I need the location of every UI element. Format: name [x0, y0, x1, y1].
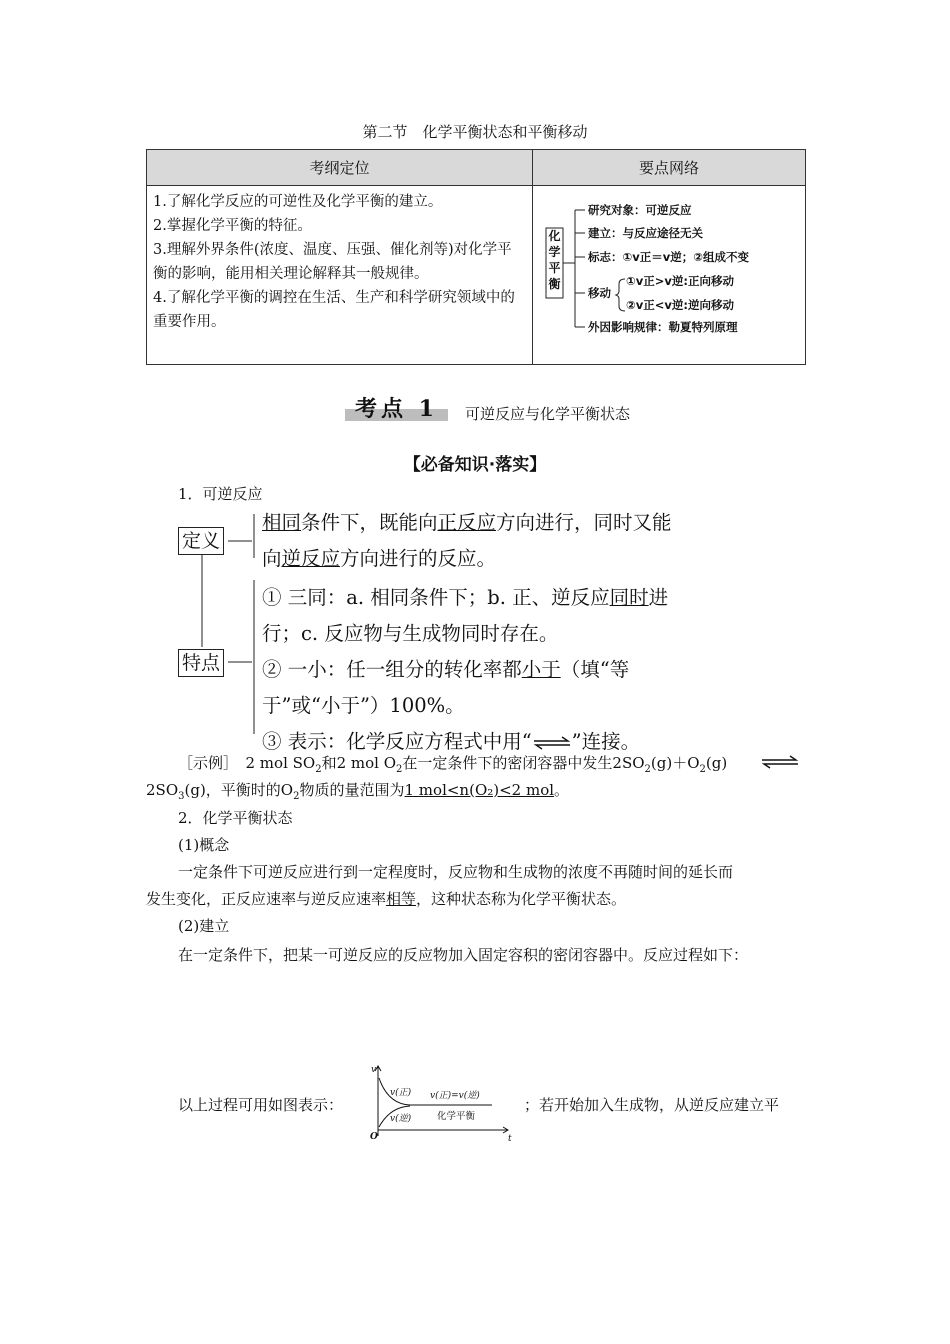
- reversible-arrow-icon: [532, 736, 572, 750]
- goal-item: 3.理解外界条件(浓度、温度、压强、催化剂等)对化学平衡的影响，能用相关理论解释其一般规律。: [153, 242, 512, 282]
- concept-text-2: 发生变化，正反应速率与逆反应速率相等，这种状态称为化学平衡状态。: [146, 890, 627, 908]
- subheading-establish: (2)建立: [178, 917, 230, 935]
- rate-time-graph: [362, 1060, 522, 1144]
- goal-item: 1.了解化学反应的可逆性及化学平衡的建立。: [153, 194, 443, 210]
- concept-text-1: 一定条件下可逆反应进行到一定程度时，反应物和生成物的浓度不再随时间的延长而: [178, 863, 734, 881]
- graph-after-text: ；若开始加入生成物，从逆反应建立平: [524, 1096, 780, 1114]
- definition-label: 定义: [178, 527, 224, 555]
- graph-equilibrium-label: 化学平衡: [437, 1111, 476, 1122]
- header-exam-goals: 考纲定位: [147, 150, 533, 186]
- kaodian-label: 考点 1: [355, 396, 438, 422]
- map-root: 化: [548, 229, 561, 243]
- graph-forward-label: v(正): [390, 1088, 412, 1098]
- map-item: ①v正>v逆:正向移动: [626, 274, 734, 288]
- section-heading: 【必备知识·落实】: [403, 455, 547, 475]
- heading-reversible: 1．可逆反应: [178, 485, 263, 503]
- header-key-network: 要点网络: [533, 150, 806, 186]
- reversible-arrow-icon: [760, 755, 800, 769]
- graph-reverse-label: v(逆): [390, 1114, 412, 1124]
- graph-intro-text: 以上过程可用如图表示：: [178, 1096, 344, 1114]
- graph-y-label: v: [371, 1065, 377, 1075]
- heading-equilibrium: 2．化学平衡状态: [178, 809, 293, 827]
- svg-text:学: 学: [548, 245, 561, 259]
- example-line1: ［示例］ 2 mol $SO_2$和2 mol $O_2$在一定条件下的密闭容器中发生$2SO_2(g)+O_2(g)$: [178, 754, 728, 775]
- svg-text:平: 平: [548, 261, 561, 275]
- map-item: 移动: [588, 286, 611, 300]
- concept-map: [533, 186, 805, 364]
- page-title: 第二节 化学平衡状态和平衡移动: [362, 123, 588, 141]
- svg-text:衡: 衡: [548, 277, 561, 291]
- graph-equal-label: v(正)=v(逆): [430, 1091, 480, 1101]
- subheading-concept: (1)概念: [178, 836, 230, 854]
- key-network-cell: [533, 186, 806, 365]
- feature-label: 特点: [178, 649, 224, 677]
- goal-item: 2.掌握化学平衡的特征。: [153, 218, 312, 234]
- map-item: 建立：与反应途径无关: [588, 226, 703, 240]
- outline-table: [146, 149, 806, 365]
- definition-text: 相同条件下，既能向正反应方向进行，同时又能 向逆反应方向进行的反应。: [262, 511, 672, 570]
- map-item: 研究对象：可逆反应: [588, 203, 692, 217]
- map-item: ②v正<v逆:逆向移动: [626, 298, 734, 312]
- map-item: 外因影响规律：勒夏特列原理: [588, 320, 738, 334]
- kaodian-subtitle: 可逆反应与化学平衡状态: [465, 405, 631, 423]
- graph-origin: O: [370, 1132, 378, 1142]
- goal-item: 4.了解化学平衡的调控在生活、生产和科学研究领域中的重要作用。: [153, 290, 515, 330]
- establish-text: 在一定条件下，把某一可逆反应的反应物加入固定容积的密闭容器中。反应过程如下：: [178, 946, 749, 964]
- example-line2: $2SO_3(g)$，平衡时的$O_2$物质的量范围为1 mol<n(O₂)<2 mol。: [146, 781, 570, 802]
- feature-text: ① 三同：a. 相同条件下；b. 正、逆反应同时进 行；c. 反应物与生成物同时存在。 ② 一小：任一组分的转化率都小于（填“等 于”或“小于”）100%。 ③ 表示：化学反应方程式中用“ ”连接。: [262, 586, 669, 753]
- map-item: 标志：①v正＝v逆；②组成不变: [588, 250, 749, 264]
- graph-x-label: t: [508, 1134, 512, 1144]
- exam-goals-cell: [147, 186, 533, 365]
- kaodian-badge: [345, 392, 438, 423]
